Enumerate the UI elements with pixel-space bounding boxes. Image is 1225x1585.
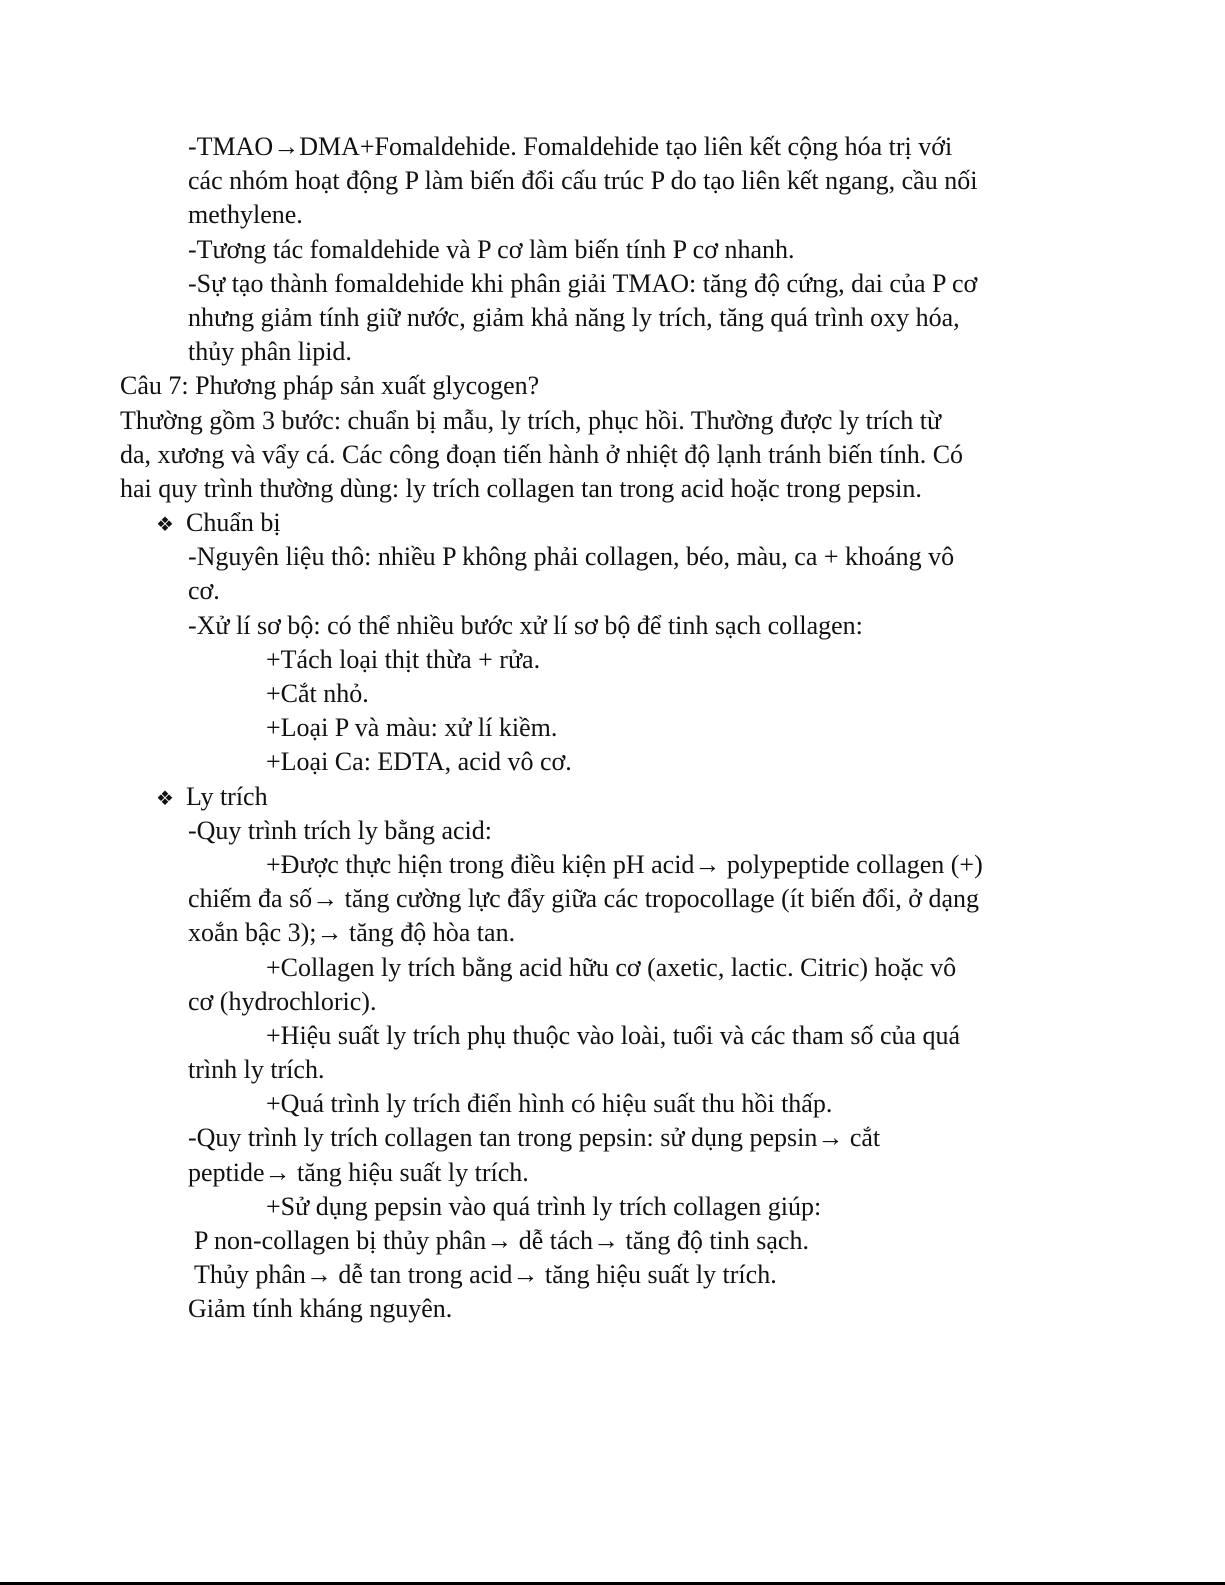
text-line: +Tách loại thịt thừa + rửa. bbox=[266, 644, 541, 674]
text-line: -Sự tạo thành fomaldehide khi phân giải TMAO: tăng độ cứng, dai của P cơ bbox=[188, 268, 978, 298]
text-line: methylene. bbox=[188, 200, 303, 230]
diamond-bullet-icon: ❖ bbox=[156, 512, 174, 537]
text-line: peptide→ tăng hiệu suất ly trích. bbox=[188, 1157, 529, 1187]
text-line: +Collagen ly trích bằng acid hữu cơ (axetic, lactic. Citric) hoặc vô bbox=[266, 952, 957, 982]
text-line: +Loại Ca: EDTA, acid vô cơ. bbox=[266, 747, 572, 777]
text-line: -Xử lí sơ bộ: có thể nhiều bước xử lí sơ bộ để tinh sạch collagen: bbox=[188, 610, 863, 640]
text-line: P non-collagen bị thủy phân→ dễ tách→ tăng độ tinh sạch. bbox=[194, 1226, 809, 1255]
bullet-heading-chuan-bi bbox=[0, 506, 1225, 540]
text-line: cơ (hydrochloric). bbox=[188, 986, 377, 1016]
text-line: -Tương tác fomaldehide và P cơ làm biến tính P cơ nhanh. bbox=[188, 234, 795, 264]
text-line: Thủy phân→ dễ tan trong acid→ tăng hiệu suất ly trích. bbox=[194, 1260, 777, 1290]
text-line: -Quy trình ly trích collagen tan trong pepsin: sử dụng pepsin→ cắt bbox=[188, 1123, 881, 1153]
document-body bbox=[0, 130, 1225, 1327]
text-line: +Được thực hiện trong điều kiện pH acid→ polypeptide collagen (+) bbox=[266, 849, 983, 879]
bullet-heading-ly-trich bbox=[0, 780, 1225, 814]
text-line: thủy phân lipid. bbox=[188, 337, 352, 367]
text-line: Thường gồm 3 bước: chuẩn bị mẫu, ly trích, phục hồi. Thường được ly trích từ bbox=[120, 405, 942, 435]
bullet-heading-label: Chuẩn bị bbox=[186, 508, 281, 538]
text-line: +Hiệu suất ly trích phụ thuộc vào loài, tuổi và các tham số của quá bbox=[266, 1020, 961, 1050]
text-line: +Quá trình ly trích điển hình có hiệu suất thu hồi thấp. bbox=[266, 1089, 833, 1119]
text-line: -TMAO→DMA+Fomaldehide. Fomaldehide tạo liên kết cộng hóa trị với bbox=[188, 132, 953, 161]
question-heading: Câu 7: Phương pháp sản xuất glycogen? bbox=[120, 371, 540, 401]
text-line: các nhóm hoạt động P làm biến đổi cấu trúc P do tạo liên kết ngang, cầu nối bbox=[188, 166, 978, 196]
text-line: +Loại P và màu: xử lí kiềm. bbox=[266, 713, 558, 743]
text-line: -Nguyên liệu thô: nhiều P không phải collagen, béo, màu, ca + khoáng vô bbox=[188, 542, 955, 572]
text-line: trình ly trích. bbox=[188, 1055, 325, 1085]
text-line: hai quy trình thường dùng: ly trích collagen tan trong acid hoặc trong pepsin. bbox=[120, 473, 922, 503]
text-line: +Sử dụng pepsin vào quá trình ly trích collagen giúp: bbox=[266, 1191, 822, 1221]
text-line: cơ. bbox=[188, 576, 220, 606]
bullet-heading-label: Ly trích bbox=[186, 781, 268, 811]
text-line: chiếm đa số→ tăng cường lực đẩy giữa các tropocollage (ít biến đổi, ở dạng bbox=[188, 884, 980, 914]
diamond-bullet-icon: ❖ bbox=[156, 785, 174, 810]
text-line: da, xương và vẩy cá. Các công đoạn tiến hành ở nhiệt độ lạnh tránh biến tính. Có bbox=[120, 439, 964, 469]
text-line: +Cắt nhỏ. bbox=[266, 679, 369, 708]
text-line: nhưng giảm tính giữ nước, giảm khả năng ly trích, tăng quá trình oxy hóa, bbox=[188, 302, 960, 332]
text-line: xoắn bậc 3);→ tăng độ hòa tan. bbox=[188, 918, 516, 948]
text-line: -Quy trình trích ly bằng acid: bbox=[188, 815, 492, 845]
text-line: Giảm tính kháng nguyên. bbox=[188, 1294, 453, 1324]
